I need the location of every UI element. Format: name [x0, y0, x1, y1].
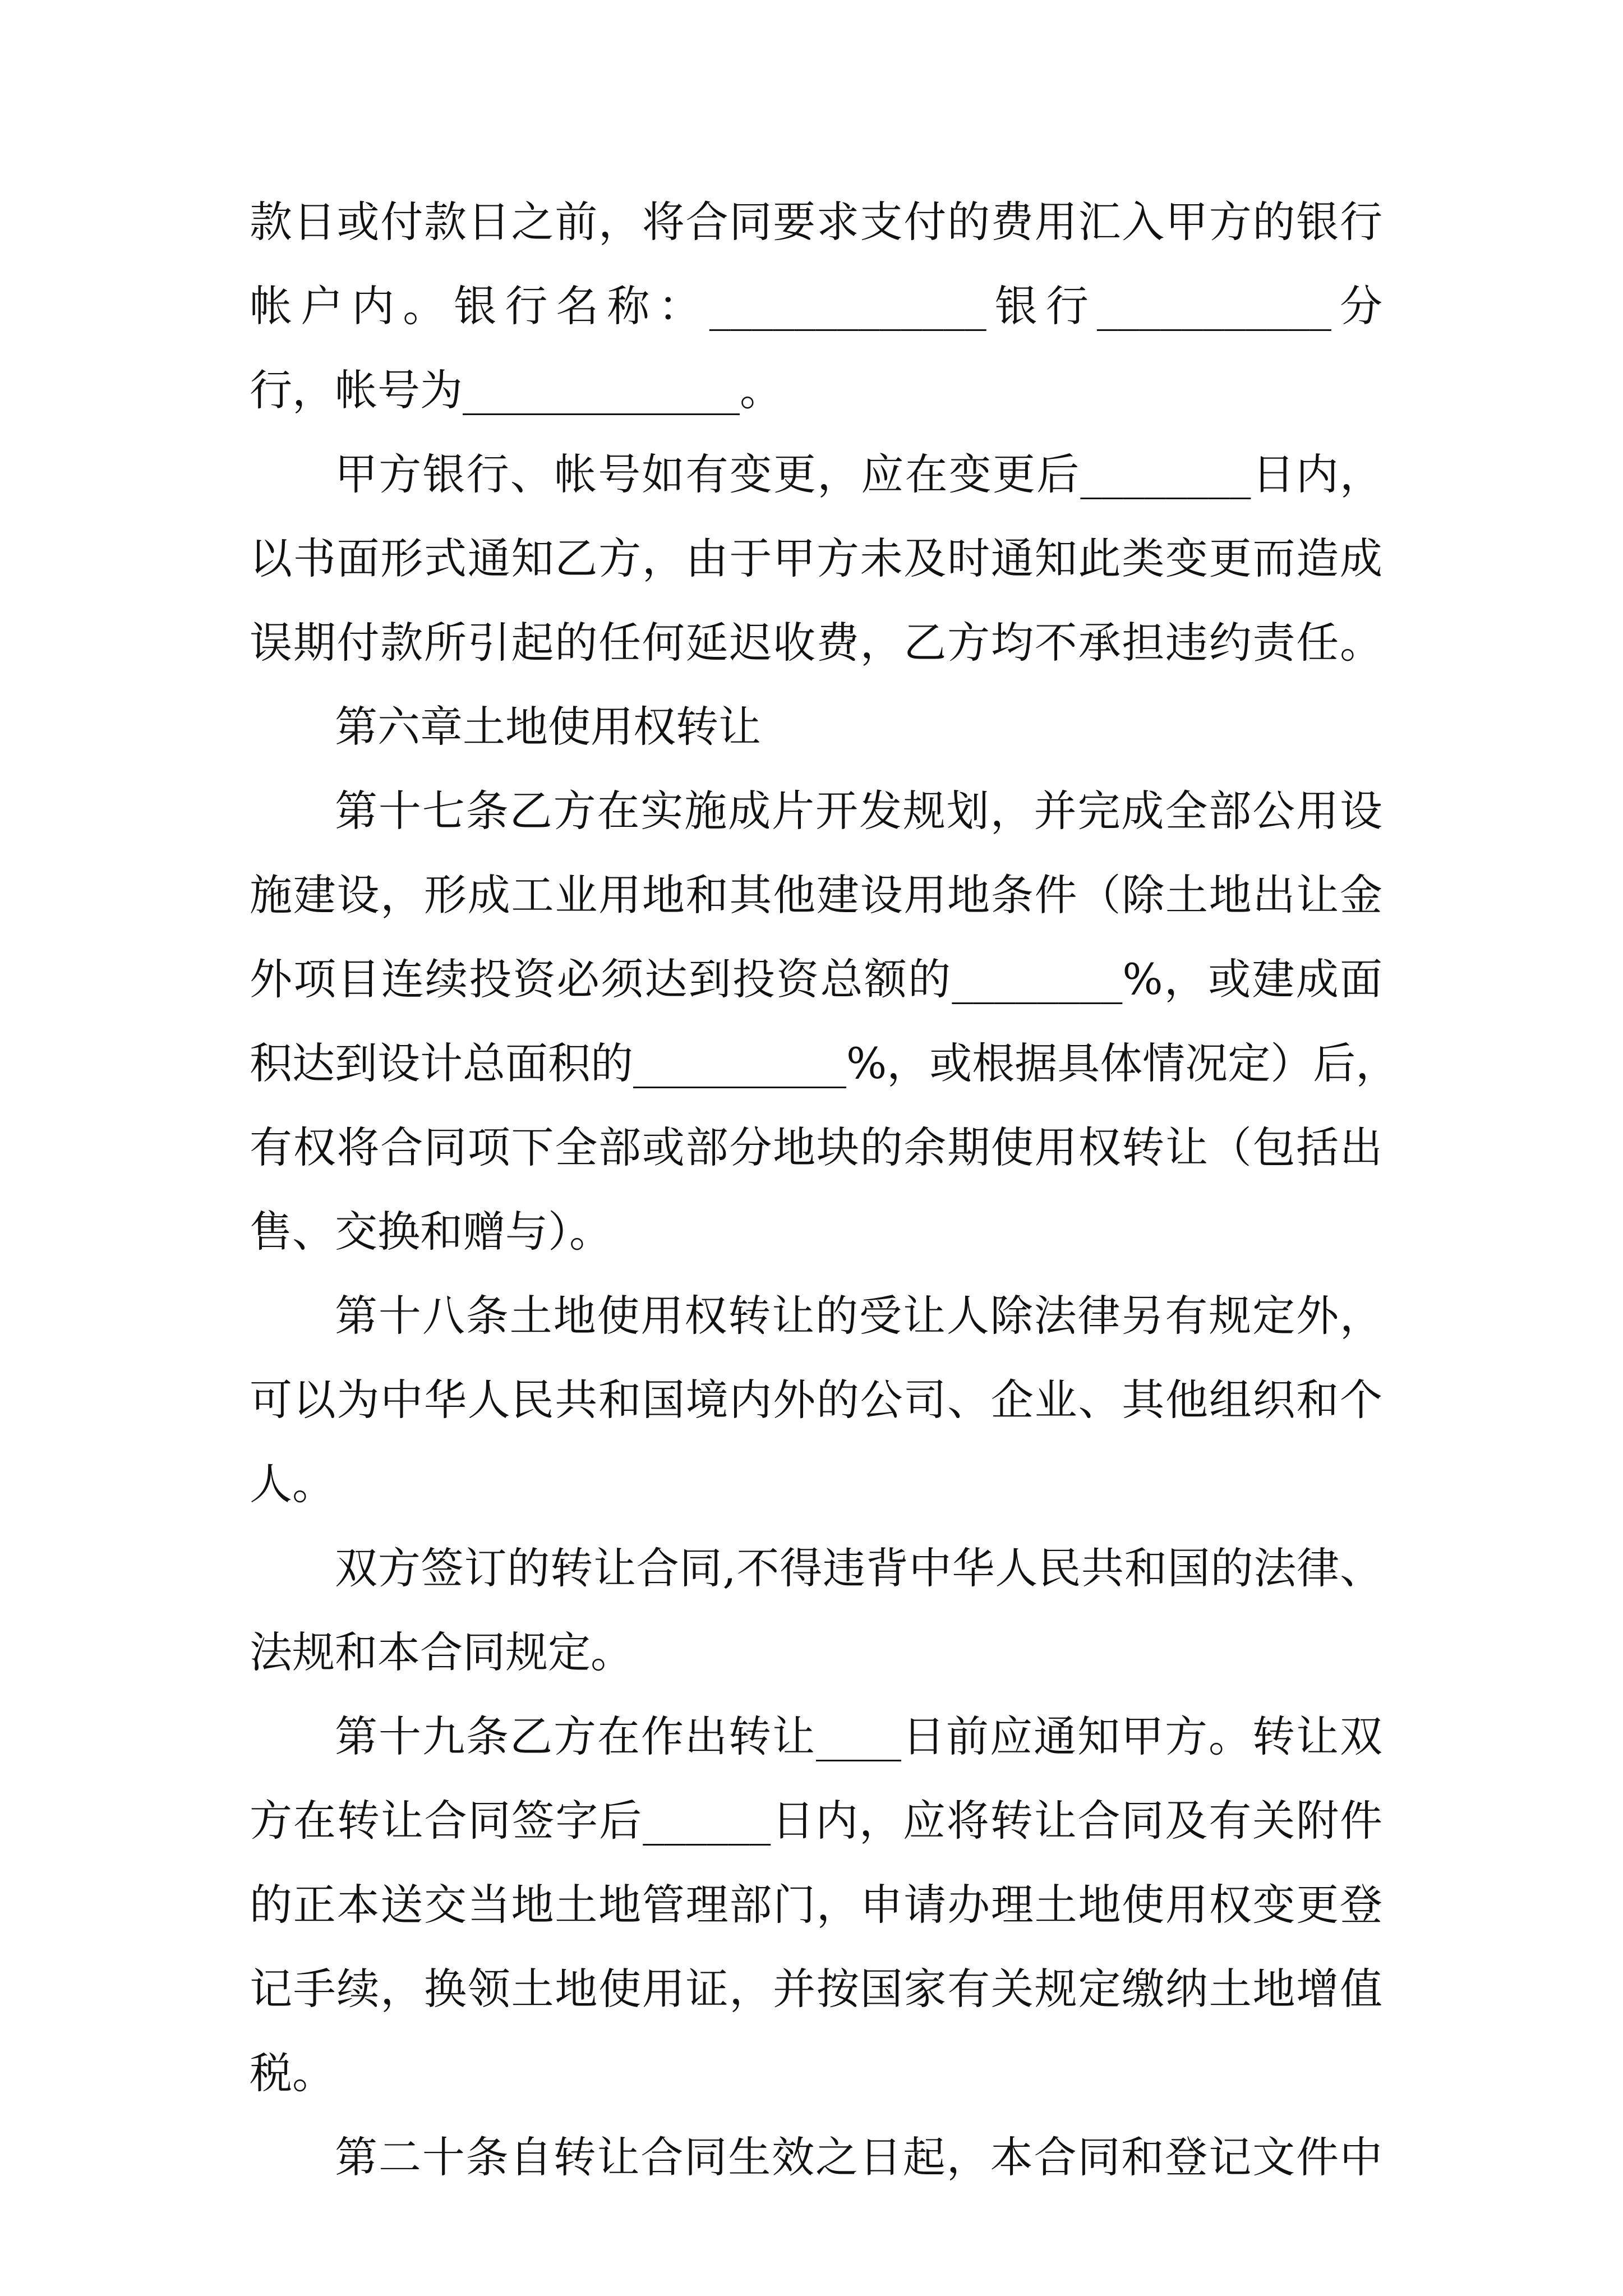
text-line: 第十九条乙方在作出转让____日前应通知甲方。转让双	[335, 1711, 1382, 1761]
text-line: 税。	[250, 2048, 335, 2098]
text-line: 第十七条乙方在实施成片开发规划，并完成全部公用设	[335, 786, 1382, 836]
text-line: 方在转让合同签字后______日内，应将转让合同及有关附件	[250, 1796, 1382, 1846]
text-line: 行，帐号为_____________。	[250, 365, 782, 415]
chapter-heading: 第六章土地使用权转让	[335, 702, 761, 752]
text-line: 款日或付款日之前，将合同要求支付的费用汇入甲方的银行	[250, 197, 1382, 247]
text-line: 甲方银行、帐号如有变更，应在变更后________日内，	[335, 449, 1382, 499]
text-line: 第十八条土地使用权转让的受让人除法律另有规定外，	[335, 1291, 1382, 1341]
text-line: 误期付款所引起的任何延迟收费，乙方均不承担违约责任。	[250, 618, 1382, 668]
text-line: 以书面形式通知乙方，由于甲方未及时通知此类变更而造成	[250, 533, 1382, 583]
text-line: 积达到设计总面积的__________%，或根据具体情况定）后，	[250, 1038, 1399, 1088]
text-line: 外项目连续投资必须达到投资总额的________%，或建成面	[250, 954, 1382, 1004]
text-line: 帐户内。银行名称：_____________银行___________分	[250, 281, 1382, 331]
text-line: 记手续，换领土地使用证，并按国家有关规定缴纳土地增值	[250, 1964, 1382, 2014]
text-line: 售、交换和赠与）。	[250, 1207, 612, 1257]
text-line: 双方签订的转让合同,不得违背中华人民共和国的法律、	[335, 1543, 1382, 1593]
text-line: 人。	[250, 1459, 335, 1509]
text-line: 的正本送交当地土地管理部门，申请办理土地使用权变更登	[250, 1880, 1382, 1930]
text-line: 施建设，形成工业用地和其他建设用地条件（除土地出让金	[250, 870, 1382, 920]
document-body	[250, 197, 1399, 2217]
text-line: 法规和本合同规定。	[250, 1627, 633, 1677]
text-line: 第二十条自转让合同生效之日起，本合同和登记文件中	[335, 2132, 1382, 2182]
text-line: 可以为中华人民共和国境内外的公司、企业、其他组织和个	[250, 1375, 1382, 1425]
text-line: 有权将合同项下全部或部分地块的余期使用权转让（包括出	[250, 1122, 1382, 1172]
